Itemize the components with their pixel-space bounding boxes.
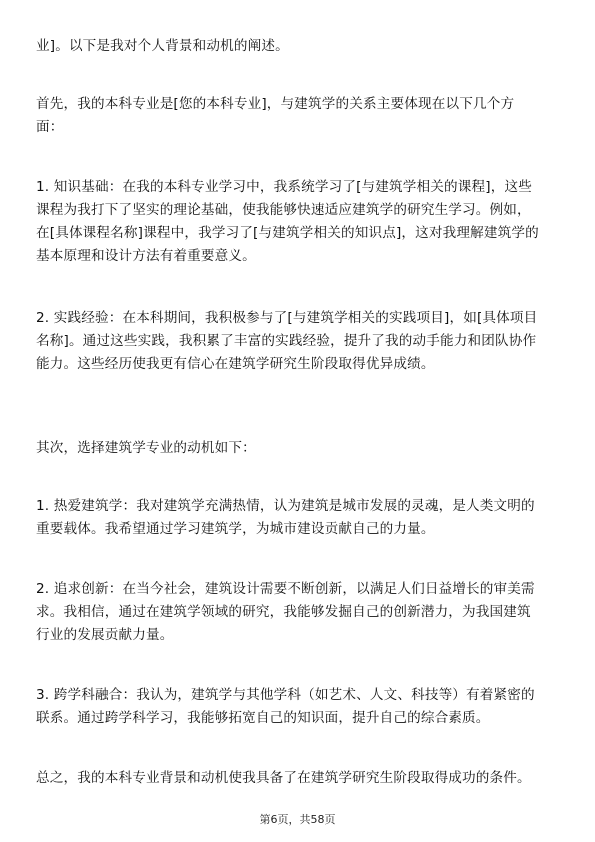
page-number-footer: 第6页，共58页 bbox=[259, 813, 336, 826]
text-line: 在[具体课程名称]课程中，我学习了[与建筑学相关的知识点]，这对我理解建筑学的 bbox=[36, 225, 539, 241]
paragraph-motivation-intro bbox=[36, 437, 560, 460]
text-line: 名称]。通过这些实践，我积累了丰富的实践经验，提升了我的动手能力和团队协作 bbox=[36, 333, 537, 349]
text-line: 联系。通过跨学科学习，我能够拓宽自己的知识面，提升自己的综合素质。 bbox=[36, 710, 490, 726]
paragraph-conclusion bbox=[36, 767, 560, 790]
text-line: 2. 追求创新：在当今社会，建筑设计需要不断创新，以满足人们日益增长的审美需 bbox=[36, 581, 535, 597]
paragraph-practical-experience bbox=[36, 307, 560, 376]
paragraph-love-architecture bbox=[36, 495, 560, 541]
paragraph-interdisciplinary bbox=[36, 684, 560, 730]
text-line: 其次，选择建筑学专业的动机如下： bbox=[36, 440, 256, 456]
paragraph-intro-end bbox=[36, 35, 560, 58]
text-line: 3. 跨学科融合：我认为，建筑学与其他学科（如艺术、人文、科技等）有着紧密的 bbox=[36, 687, 535, 703]
paragraph-pursue-innovation bbox=[36, 578, 560, 647]
text-line: 面： bbox=[36, 119, 64, 135]
text-line: 2. 实践经验：在本科期间，我积极参与了[与建筑学相关的实践项目]，如[具体项目 bbox=[36, 310, 538, 326]
text-line: 首先，我的本科专业是[您的本科专业]，与建筑学的关系主要体现在以下几个方 bbox=[36, 96, 515, 112]
text-line: 重要载体。我希望通过学习建筑学，为城市建设贡献自己的力量。 bbox=[36, 521, 435, 537]
text-line: 1. 热爱建筑学：我对建筑学充满热情，认为建筑是城市发展的灵魂，是人类文明的 bbox=[36, 498, 535, 514]
paragraph-major-relation bbox=[36, 93, 560, 139]
text-line: 行业的发展贡献力量。 bbox=[36, 627, 174, 643]
text-line: 能力。这些经历使我更有信心在建筑学研究生阶段取得优异成绩。 bbox=[36, 356, 435, 372]
text-line: 业]。以下是我对个人背景和动机的阐述。 bbox=[36, 38, 289, 54]
paragraph-knowledge-foundation bbox=[36, 176, 560, 268]
text-line: 1. 知识基础：在我的本科专业学习中，我系统学习了[与建筑学相关的课程]，这些 bbox=[36, 179, 532, 195]
text-line: 课程为我打下了坚实的理论基础，使我能够快速适应建筑学的研究生学习。例如， bbox=[36, 202, 531, 218]
text-line: 求。我相信，通过在建筑学领域的研究，我能够发掘自己的创新潜力，为我国建筑 bbox=[36, 604, 531, 620]
text-line: 总之，我的本科专业背景和动机使我具备了在建筑学研究生阶段取得成功的条件。 bbox=[36, 770, 531, 786]
text-line: 基本原理和设计方法有着重要意义。 bbox=[36, 248, 256, 264]
